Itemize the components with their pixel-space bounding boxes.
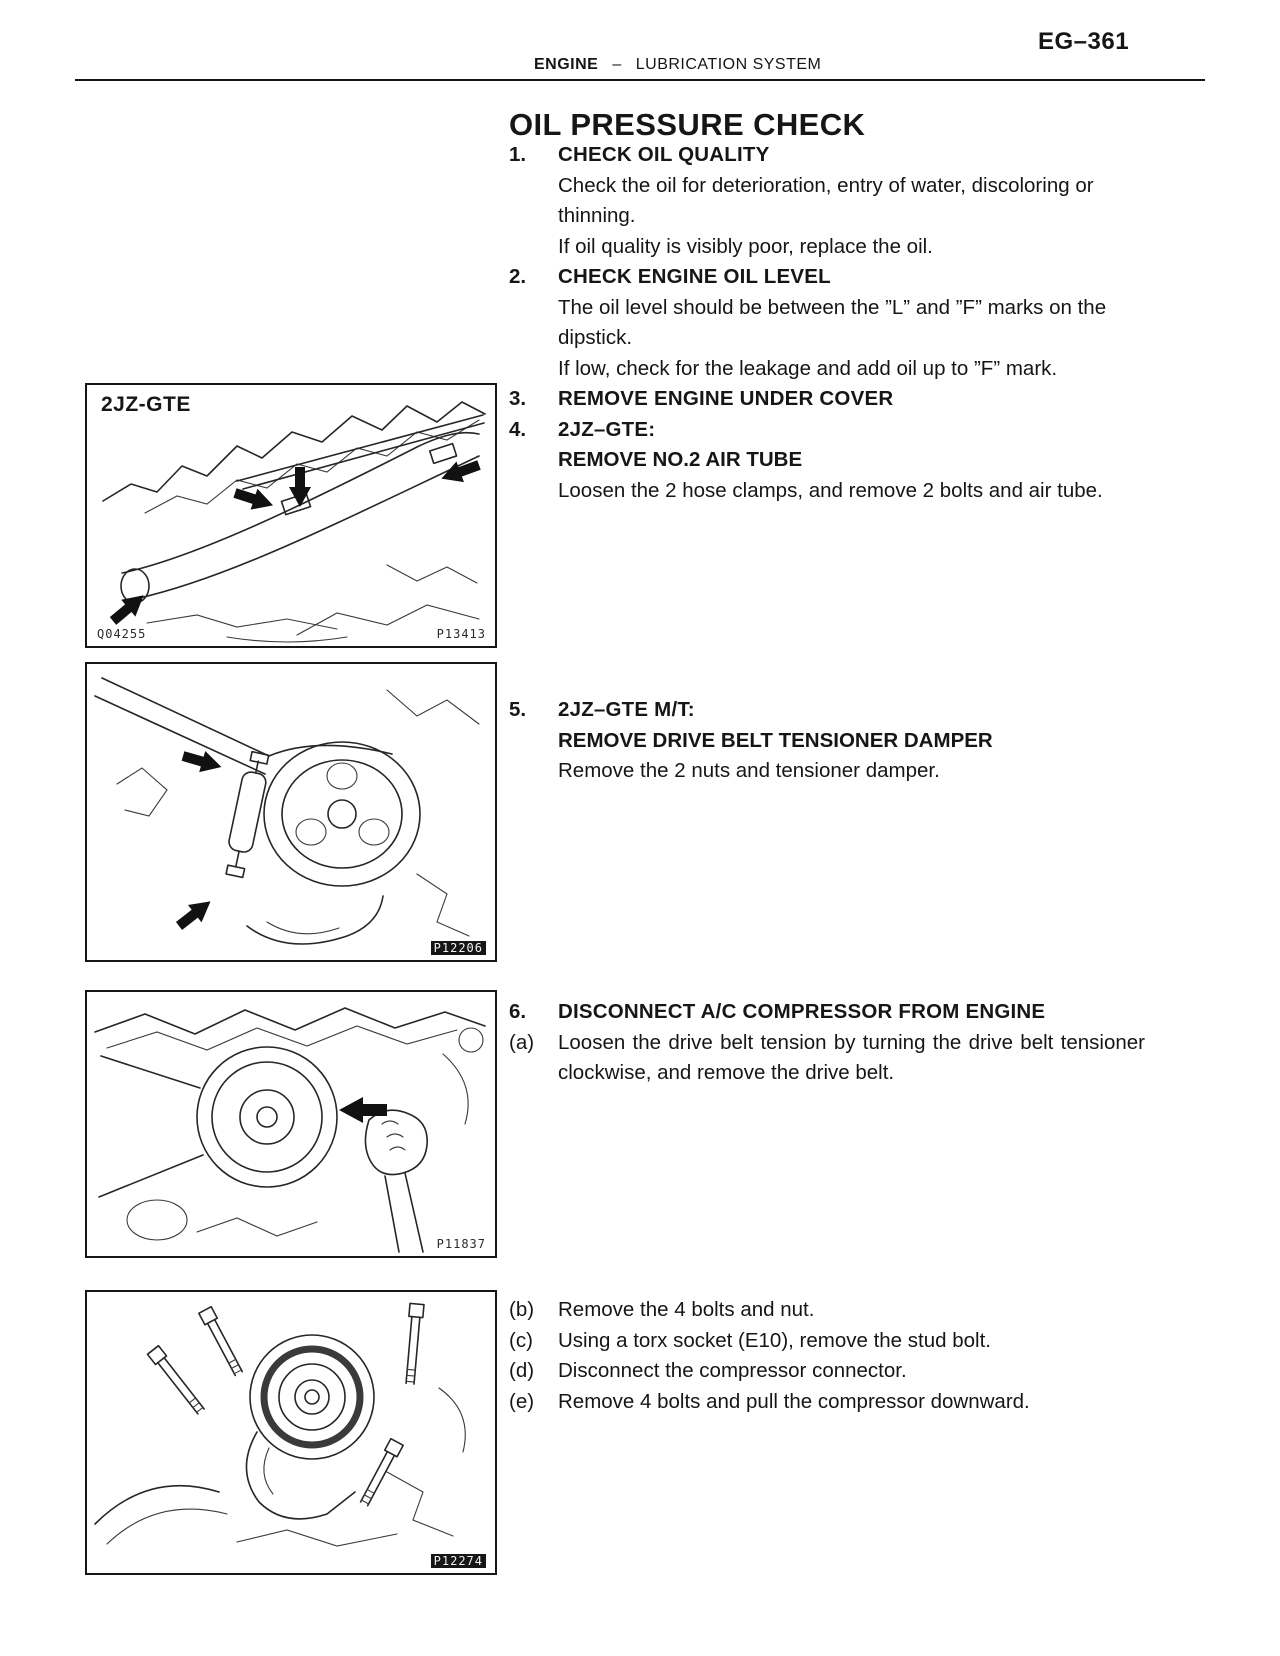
header-rule (75, 79, 1205, 81)
header-separator: – (612, 56, 622, 73)
substep-text: Remove the 4 bolts and nut. (558, 1298, 815, 1321)
figure-code: Q04255 (97, 627, 147, 641)
substep-letter: (d) (509, 1359, 535, 1382)
step-heading-text: 2JZ–GTE M/T: (558, 698, 695, 721)
step-heading-text: CHECK ENGINE OIL LEVEL (558, 265, 831, 288)
header-subsection: LUBRICATION SYSTEM (635, 56, 822, 73)
step-heading-text: REMOVE ENGINE UNDER COVER (558, 387, 894, 410)
substeps-b-e-block (509, 1295, 1145, 1417)
step-heading-text: 2JZ–GTE: (558, 417, 656, 441)
step-4-heading-line2: REMOVE NO.2 AIR TUBE (558, 448, 803, 471)
step-heading-text: DISCONNECT A/C COMPRESSOR FROM ENGINE (558, 1000, 1046, 1023)
figure-illustration (87, 385, 494, 645)
page-title: OIL PRESSURE CHECK (509, 106, 866, 142)
figure-belt-tensioner (85, 990, 497, 1258)
step-number: 5. (509, 698, 527, 721)
step-1-body-line: Check the oil for deterioration, entry of water, discoloring or thinning. (558, 173, 1094, 227)
step-2-body-line: If low, check for the leakage and add oil up to ”F” mark. (558, 356, 1058, 380)
step-6-heading (509, 997, 1145, 1028)
step-number: 4. (509, 417, 527, 441)
substep-c (509, 1326, 1145, 1357)
figure-code: P11837 (436, 1237, 486, 1251)
figure-code: P13413 (436, 627, 486, 641)
substep-a (509, 1028, 1145, 1089)
step-4-heading (509, 415, 1145, 446)
step-5-heading-line2: REMOVE DRIVE BELT TENSIONER DAMPER (558, 728, 993, 752)
step-number: 6. (509, 1000, 527, 1023)
substep-letter: (c) (509, 1328, 533, 1352)
substep-text: Remove 4 bolts and pull the compressor downward. (558, 1389, 1030, 1413)
step-5-block (509, 695, 1145, 787)
running-header (534, 56, 821, 74)
substep-e (509, 1387, 1145, 1418)
figure-code: P12206 (431, 941, 486, 955)
substep-d (509, 1356, 1145, 1387)
step-number: 3. (509, 387, 527, 410)
step-5-heading (509, 695, 1145, 726)
step-number: 1. (509, 143, 527, 166)
step-1-body-line: If oil quality is visibly poor, replace the oil. (558, 234, 933, 258)
substep-text: Disconnect the compressor connector. (558, 1359, 907, 1382)
substep-letter: (e) (509, 1389, 535, 1413)
step-4-body-line: Loosen the 2 hose clamps, and remove 2 bolts and air tube. (558, 478, 1103, 502)
figure-tensioner-damper (85, 662, 497, 962)
figure-air-tube (85, 383, 497, 648)
substep-letter: (b) (509, 1298, 535, 1321)
step-heading-text: CHECK OIL QUALITY (558, 143, 770, 166)
page-number: EG–361 (1038, 28, 1130, 55)
step-6-block (509, 997, 1145, 1089)
figure-illustration (87, 1292, 494, 1572)
figure-ac-compressor (85, 1290, 497, 1575)
substep-b (509, 1295, 1145, 1326)
steps-1-4-block (509, 140, 1145, 506)
figure-code: P12274 (431, 1554, 486, 1568)
substep-text: Using a torx socket (E10), remove the stud bolt. (558, 1328, 991, 1352)
step-3-heading (509, 384, 1145, 415)
step-1-heading (509, 140, 1145, 171)
step-2-body-line: The oil level should be between the ”L” and ”F” marks on the dipstick. (558, 295, 1107, 349)
step-2-heading (509, 262, 1145, 293)
substep-text: Loosen the drive belt tension by turning the drive belt tensioner clockwise, and remove the drive belt. (558, 1030, 1145, 1084)
figure-engine-label: 2JZ-GTE (101, 393, 191, 416)
header-section: ENGINE (534, 56, 599, 73)
step-number: 2. (509, 265, 527, 288)
figure-illustration (87, 992, 494, 1255)
step-5-body-line: Remove the 2 nuts and tensioner damper. (558, 759, 940, 782)
figure-illustration (87, 664, 494, 959)
substep-letter: (a) (509, 1030, 535, 1054)
